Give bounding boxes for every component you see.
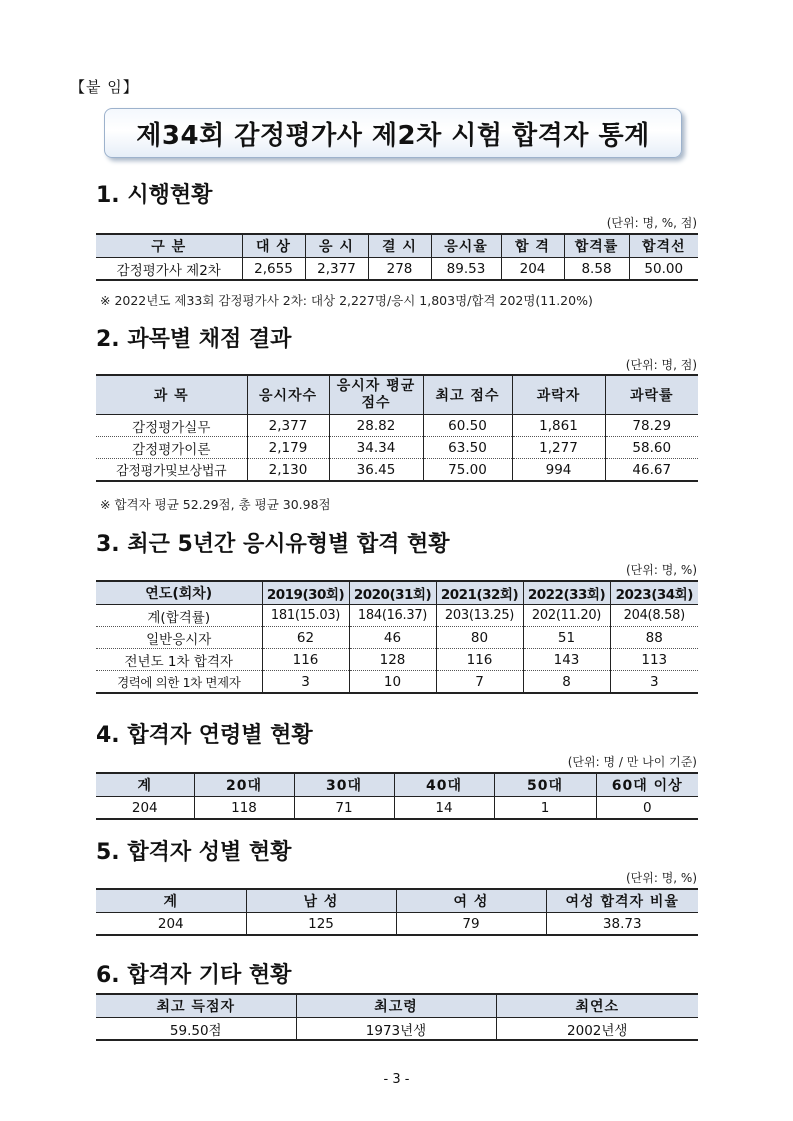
table-cell: 경력에 의한 1차 면제자 bbox=[96, 671, 262, 694]
table-cell: 2,377 bbox=[305, 258, 368, 281]
table-cell: 125 bbox=[246, 913, 396, 936]
table-cell: 2002년생 bbox=[567, 1022, 628, 1039]
table-header: 과락자 bbox=[512, 375, 605, 415]
table-cell: 59.50점 bbox=[96, 1018, 296, 1041]
table-header: 최고 점수 bbox=[423, 375, 512, 415]
table-header: 응시자 평균 점수 bbox=[329, 375, 423, 415]
section-6-heading: 6. 합격자 기타 현황 bbox=[96, 963, 292, 988]
table-cell: 184(16.37) bbox=[349, 605, 436, 627]
table-cell: 3 bbox=[649, 673, 659, 690]
table-cell: 46 bbox=[349, 627, 436, 649]
table-cell: 63.50 bbox=[423, 437, 512, 459]
table-header: 최고령 bbox=[296, 994, 496, 1018]
table-cell: 전년도 1차 합격자 bbox=[96, 649, 262, 671]
table-header: 50대 bbox=[494, 773, 596, 797]
table-cell: 116 bbox=[436, 649, 523, 671]
table-cell: 0 bbox=[642, 799, 652, 816]
table-header: 2023(34회) bbox=[610, 581, 698, 605]
table-row bbox=[96, 1018, 698, 1041]
table-header: 결 시 bbox=[368, 234, 431, 258]
table-cell: 28.82 bbox=[329, 415, 423, 437]
table-header: 2020(31회) bbox=[349, 581, 436, 605]
section-5-table bbox=[96, 888, 698, 936]
section-4-heading: 4. 합격자 연령별 현황 bbox=[96, 723, 313, 748]
section-2-note: ※ 합격자 평균 52.29점, 총 평균 30.98점 bbox=[100, 497, 331, 512]
table-header: 2021(32회) bbox=[436, 581, 523, 605]
attachment-label: 【붙 임】 bbox=[70, 78, 139, 96]
table-header: 여 성 bbox=[396, 889, 546, 913]
table-header: 합격률 bbox=[564, 234, 629, 258]
table-row bbox=[96, 797, 698, 820]
table-header: 과 목 bbox=[96, 375, 247, 415]
table-cell: 62 bbox=[262, 627, 349, 649]
table-cell: 34.34 bbox=[329, 437, 423, 459]
table-cell: 143 bbox=[523, 649, 610, 671]
section-3-heading: 3. 최근 5년간 응시유형별 합격 현황 bbox=[96, 532, 450, 557]
table-cell: 1 bbox=[494, 797, 596, 820]
table-cell: 감정평가및보상법규 bbox=[96, 459, 247, 482]
table-cell: 51 bbox=[523, 627, 610, 649]
table-header: 40대 bbox=[394, 773, 494, 797]
table-cell: 38.73 bbox=[602, 915, 642, 932]
table-row bbox=[96, 437, 698, 459]
table-header: 계 bbox=[96, 773, 194, 797]
table-row bbox=[96, 913, 698, 936]
table-cell: 36.45 bbox=[329, 459, 423, 482]
table-cell: 71 bbox=[294, 797, 394, 820]
table-header: 2019(30회) bbox=[262, 581, 349, 605]
table-cell: 7 bbox=[436, 671, 523, 694]
table-row bbox=[96, 671, 698, 694]
table-header: 최고 득점자 bbox=[96, 994, 296, 1018]
table-row bbox=[96, 649, 698, 671]
section-2-unit: (단위: 명, 점) bbox=[625, 358, 697, 372]
section-2-table bbox=[96, 374, 698, 482]
section-5-unit: (단위: 명, %) bbox=[625, 871, 697, 885]
section-3-unit: (단위: 명, %) bbox=[625, 563, 697, 577]
table-cell: 89.53 bbox=[431, 258, 501, 281]
table-header: 여성 합격자 비율 bbox=[546, 889, 698, 913]
table-cell: 88 bbox=[610, 627, 698, 649]
section-2-heading: 2. 과목별 채점 결과 bbox=[96, 327, 292, 352]
table-cell: 감정평가이론 bbox=[96, 437, 247, 459]
table-cell: 계(합격률) bbox=[96, 605, 262, 627]
table-header: 응 시 bbox=[305, 234, 368, 258]
section-6-table bbox=[96, 993, 698, 1041]
table-cell: 2,130 bbox=[247, 459, 329, 482]
table-cell: 1973년생 bbox=[296, 1018, 496, 1041]
table-header: 응시율 bbox=[431, 234, 501, 258]
table-header: 60대 이상 bbox=[596, 773, 698, 797]
table-header: 합격선 bbox=[629, 234, 698, 258]
table-cell: 118 bbox=[194, 797, 294, 820]
table-cell: 2,655 bbox=[242, 258, 305, 281]
table-header: 합 격 bbox=[501, 234, 564, 258]
table-header: 과락률 bbox=[605, 375, 698, 415]
table-cell: 8.58 bbox=[564, 258, 629, 281]
table-cell: 감정평가실무 bbox=[96, 415, 247, 437]
table-cell: 10 bbox=[349, 671, 436, 694]
table-cell: 50.00 bbox=[644, 260, 684, 277]
table-cell: 3 bbox=[262, 671, 349, 694]
table-header: 최연소 bbox=[496, 994, 698, 1018]
section-1-unit: (단위: 명, %, 점) bbox=[606, 216, 697, 230]
table-cell: 204 bbox=[96, 913, 246, 936]
table-cell: 116 bbox=[262, 649, 349, 671]
table-cell: 2,377 bbox=[247, 415, 329, 437]
section-4-unit: (단위: 명 / 만 나이 기준) bbox=[567, 755, 697, 769]
table-cell: 75.00 bbox=[423, 459, 512, 482]
table-header: 대 상 bbox=[242, 234, 305, 258]
table-cell: 204 bbox=[501, 258, 564, 281]
table-cell: 60.50 bbox=[423, 415, 512, 437]
table-cell: 1,277 bbox=[512, 437, 605, 459]
section-3-table bbox=[96, 580, 698, 694]
table-cell: 58.60 bbox=[605, 437, 698, 459]
table-cell: 204(8.58) bbox=[610, 605, 698, 627]
table-row bbox=[96, 627, 698, 649]
table-cell: 128 bbox=[349, 649, 436, 671]
table-row bbox=[96, 415, 698, 437]
table-cell: 8 bbox=[523, 671, 610, 694]
table-cell: 80 bbox=[436, 627, 523, 649]
section-1-table bbox=[96, 233, 698, 281]
table-row bbox=[96, 605, 698, 627]
table-cell: 202(11.20) bbox=[523, 605, 610, 627]
table-header: 2022(33회) bbox=[523, 581, 610, 605]
page-number: - 3 - bbox=[383, 1072, 410, 1087]
section-4-table bbox=[96, 772, 698, 820]
table-cell: 278 bbox=[368, 258, 431, 281]
table-cell: 204 bbox=[96, 797, 194, 820]
table-header: 남 성 bbox=[246, 889, 396, 913]
table-header: 연도(회차) bbox=[96, 581, 262, 605]
section-1-note: ※ 2022년도 제33회 감정평가사 2차: 대상 2,227명/응시 1,803명/합격 202명(11.20%) bbox=[100, 293, 593, 308]
table-cell: 203(13.25) bbox=[436, 605, 523, 627]
table-cell: 181(15.03) bbox=[262, 605, 349, 627]
table-cell: 2,179 bbox=[247, 437, 329, 459]
table-row bbox=[96, 459, 698, 482]
table-header: 구 분 bbox=[96, 234, 242, 258]
section-1-heading: 1. 시행현황 bbox=[96, 183, 213, 208]
table-cell: 994 bbox=[512, 459, 605, 482]
table-cell: 14 bbox=[394, 797, 494, 820]
table-header: 30대 bbox=[294, 773, 394, 797]
table-cell: 감정평가사 제2차 bbox=[96, 258, 242, 281]
table-header: 계 bbox=[96, 889, 246, 913]
section-5-heading: 5. 합격자 성별 현황 bbox=[96, 840, 292, 865]
table-header: 20대 bbox=[194, 773, 294, 797]
table-cell: 1,861 bbox=[512, 415, 605, 437]
table-cell: 113 bbox=[610, 649, 698, 671]
table-cell: 78.29 bbox=[605, 415, 698, 437]
table-cell: 46.67 bbox=[632, 461, 672, 478]
table-row bbox=[96, 258, 698, 281]
table-cell: 79 bbox=[396, 913, 546, 936]
table-cell: 일반응시자 bbox=[96, 627, 262, 649]
table-header: 응시자수 bbox=[247, 375, 329, 415]
page-title: 제34회 감정평가사 제2차 시험 합격자 통계 bbox=[104, 108, 682, 158]
